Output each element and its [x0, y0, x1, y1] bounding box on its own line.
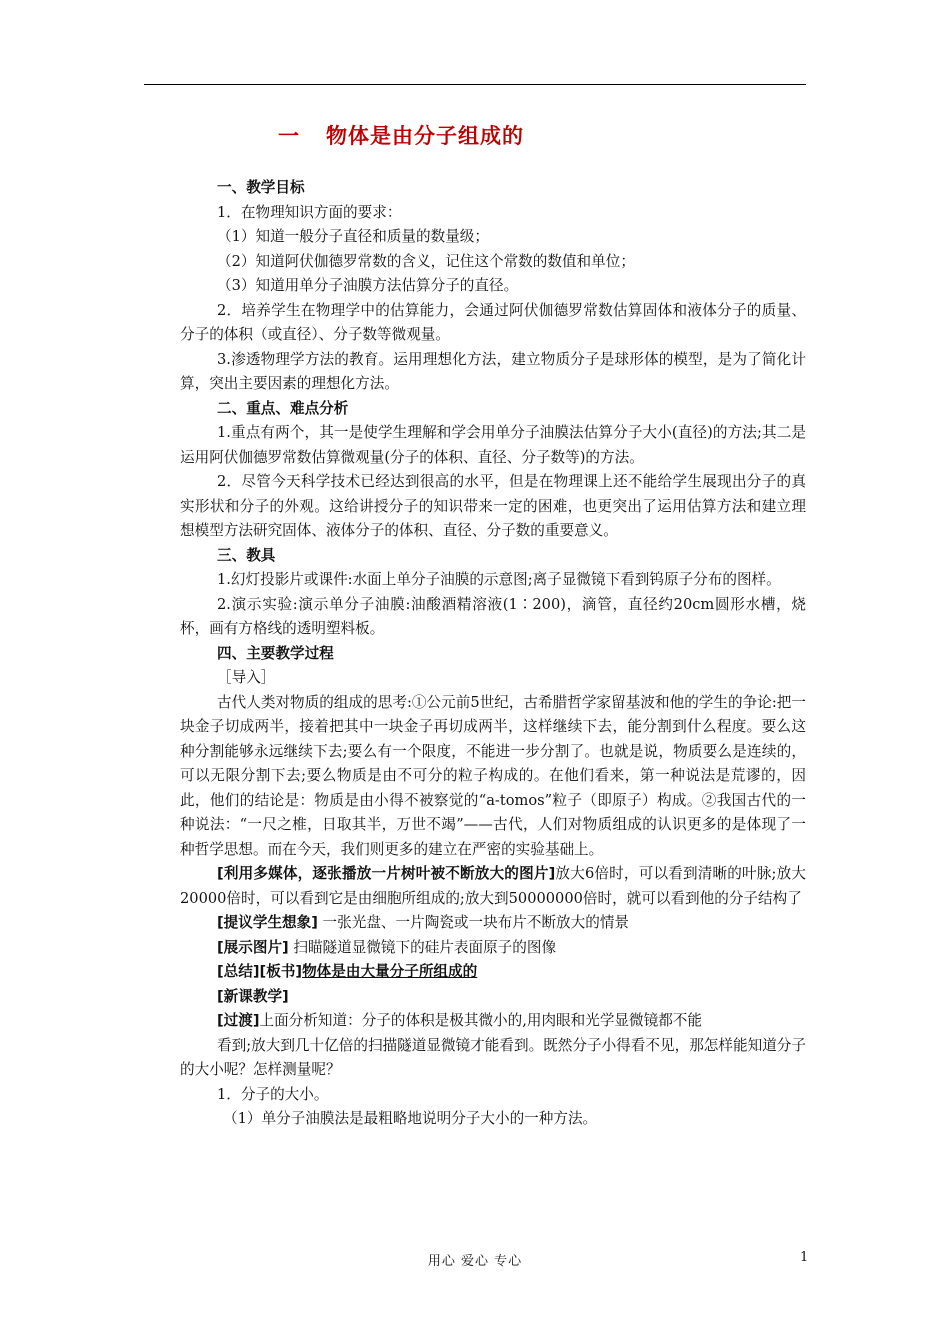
list-item: （1）单分子油膜法是最粗略地说明分子大小的一种方法。	[223, 1110, 598, 1127]
section-heading: 四、主要教学过程	[217, 644, 334, 662]
paragraph: 2.演示实验:演示单分子油膜:油酸酒精溶液(1∶200)，滴管，直径约20cm圆形水槽，烧杯，画有方格线的透明塑料板。	[180, 595, 806, 637]
transition-line	[180, 1009, 806, 1034]
paragraph: 2．尽管今天科学技术已经达到很高的水平，但是在物理课上还不能给学生展现出分子的真实形状和分子的外观。这给讲授分子的知识带来一定的困难，也更突出了运用估算方法和建立理想模型方法研究固体、液体分子的体积、直径、分子数的重要意义。	[180, 473, 806, 539]
summary-label: [总结][板书]	[217, 963, 303, 980]
page-number: 1	[800, 1250, 809, 1265]
list-item: （2）知道阿伏伽德罗常数的含义，记住这个常数的数值和单位；	[217, 252, 635, 270]
list-item: （1）知道一般分子直径和质量的数量级；	[217, 228, 489, 245]
list-item: （3）知道用单分子油膜方法估算分子的直径。	[217, 277, 519, 294]
section-heading: 三、教具	[217, 546, 276, 564]
summary-line	[180, 960, 806, 985]
paragraph: 3.渗透物理学方法的教育。运用理想化方法，建立物质分子是球形体的模型，是为了简化计算，突出主要因素的理想化方法。	[180, 350, 806, 392]
imagine-text: 一张光盘、一片陶瓷或一块布片不断放大的情景	[317, 914, 630, 931]
paragraph: 1．在物理知识方面的要求：	[217, 203, 402, 221]
title-number: 一	[278, 124, 300, 148]
media-text: 放大6倍时，可以看到清晰的叶脉;放大20000倍时，可以看到它是由细胞所组成的;放大到50000000倍时，就可以看到他的分子结构了	[180, 865, 806, 907]
section-heading: 二、重点、难点分析	[217, 399, 349, 417]
show-label: [展示图片]	[217, 938, 289, 956]
paragraph: 1.幻灯投影片或课件:水面上单分子油膜的示意图;离子显微镜下看到钨原子分布的图样。	[217, 571, 781, 588]
document-body	[180, 176, 806, 1132]
transition-label: [过渡]	[217, 1012, 260, 1029]
show-text: 扫瞄隧道显微镜下的硅片表面原子的图像	[288, 938, 557, 956]
section-heading: 一、教学目标	[217, 179, 305, 196]
title-text: 物体是由分子组成的	[326, 124, 524, 148]
header-rule	[144, 84, 806, 85]
media-paragraph	[180, 862, 806, 911]
subsection-label: ［导入］	[217, 669, 276, 686]
summary-text: 物体是由大量分子所组成的	[302, 963, 478, 980]
media-label: [利用多媒体，逐张播放一片树叶被不断放大的图片]	[217, 865, 556, 882]
paragraph: 1.重点有两个，其一是使学生理解和学会用单分子油膜法估算分子大小(直径)的方法;其二是运用阿伏伽德罗常数估算微观量(分子的体积、直径、分子数等)的方法。	[180, 424, 806, 466]
paragraph: 1．分子的大小。	[217, 1085, 329, 1103]
show-line	[180, 936, 806, 961]
footer-motto: 用心 爱心 专心	[427, 1254, 523, 1269]
imagine-line	[180, 911, 806, 936]
page-title	[278, 120, 524, 150]
new-lesson-label: [新课教学]	[217, 987, 289, 1005]
page-footer	[0, 1250, 950, 1270]
paragraph: 古代人类对物质的组成的思考:①公元前5世纪，古希腊哲学家留基波和他的学生的争论:把一块金子切成两半，接着把其中一块金子再切成两半，这样继续下去，能分割到什么程度。要么这种分割能够永远继续下去;要么有一个限度，不能进一步分割了。也就是说，物质要么是连续的，可以无限分割下去;要么物质是由不可分的粒子构成的。在他们看来，第一种说法是荒谬的，因此，他们的结论是：物质是由小得不被察觉的“a-tomos”粒子（即原子）构成。②我国古代的一种说法：“一尺之椎，日取其半，万世不竭”——古代，人们对物质组成的认识更多的是体现了一种哲学思想。而在今天，我们则更多的建立在严密的实验基础上。	[180, 693, 806, 858]
imagine-label: [提议学生想象]	[217, 914, 318, 931]
paragraph: 看到;放大到几十亿倍的扫描隧道显微镜才能看到。既然分子小得看不见，那怎样能知道分子的大小呢？怎样测量呢？	[180, 1036, 806, 1078]
paragraph: 2．培养学生在物理学中的估算能力，会通过阿伏伽德罗常数估算固体和液体分子的质量、分子的体积（或直径）、分子数等微观量。	[180, 301, 806, 343]
transition-text: 上面分析知道：分子的体积是极其微小的,用肉眼和光学显微镜都不能	[259, 1012, 702, 1029]
